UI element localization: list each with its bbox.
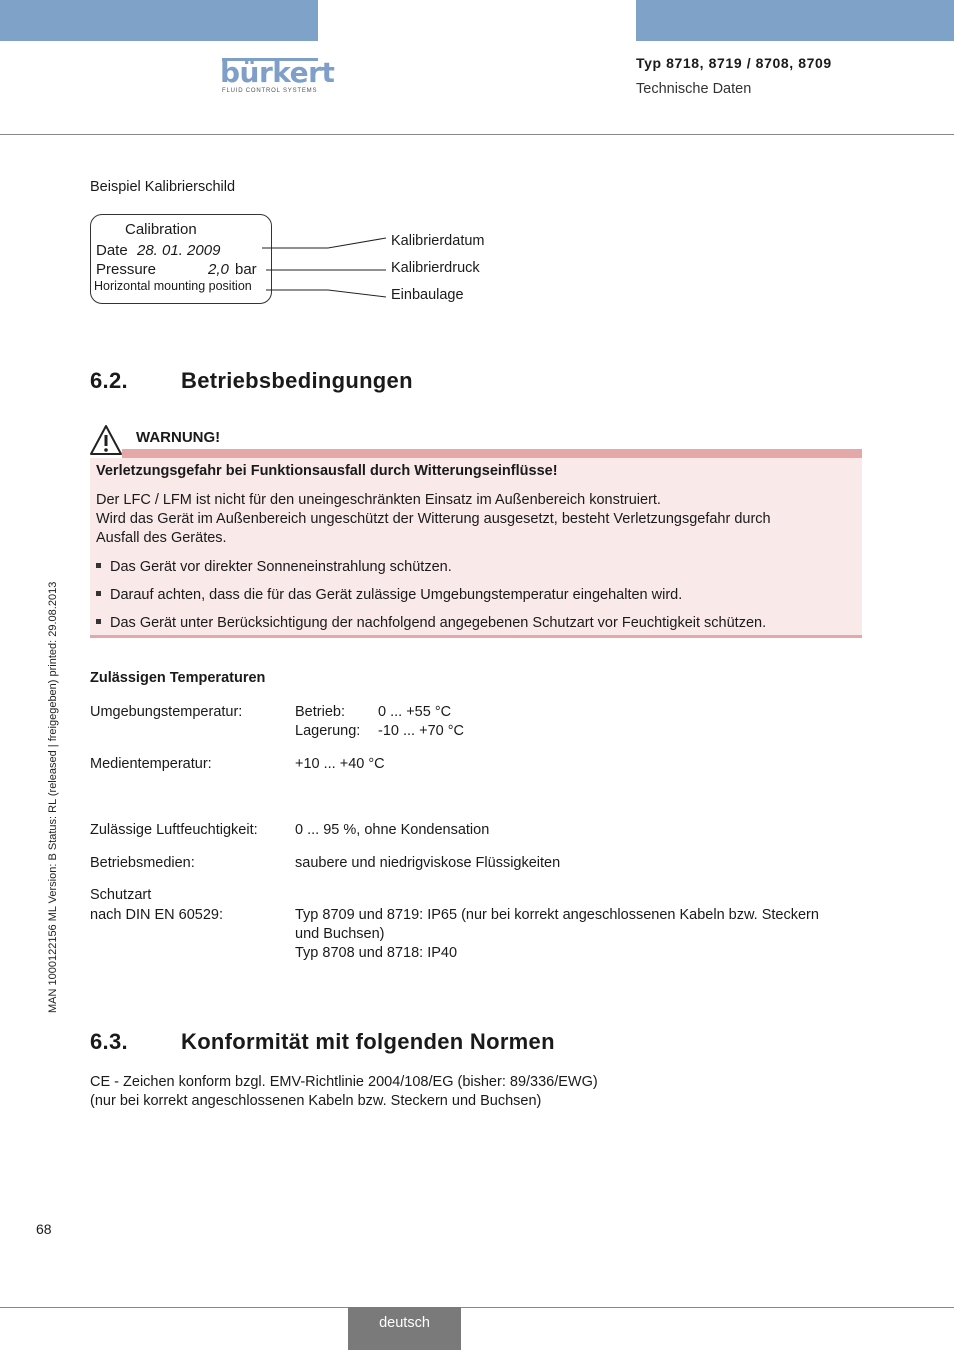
plate-pressure-value: 2,0: [208, 261, 229, 278]
media-temperature-value: +10 ... +40 °C: [295, 756, 385, 772]
warning-bullet-item: [96, 587, 682, 603]
operating-media-value: saubere und niedrigviskose Flüssigkeiten: [295, 855, 561, 871]
plate-pressure-label: Pressure: [96, 261, 157, 278]
label-calibration-date: Kalibrierdatum: [391, 233, 485, 249]
protection-value-line-3: Typ 8708 und 8718: IP40: [295, 945, 458, 961]
protection-value-line-2: und Buchsen): [295, 926, 385, 942]
warning-text-line-3: Ausfall des Gerätes.: [96, 530, 227, 546]
header-divider: [0, 134, 954, 135]
operation-value: 0 ... +55 °C: [378, 704, 452, 720]
logo-subtext: FLUID CONTROL SYSTEMS: [222, 88, 318, 94]
conformity-text-line-1: CE - Zeichen konform bzgl. EMV-Richtlinie 2004/108/EG (bisher: 89/336/EWG): [90, 1074, 598, 1090]
plate-date-label: Date: [96, 242, 128, 259]
plate-title: Calibration: [125, 221, 197, 238]
document-side-note: MAN 1000122156 ML Version: B Status: RL (released | freigegeben) printed: 29.08.2013: [47, 581, 59, 1013]
operation-label: Betrieb:: [295, 704, 345, 720]
chapter-subtitle: Technische Daten: [636, 81, 752, 97]
label-mounting-position: Einbaulage: [391, 287, 464, 303]
ambient-temperature-label: Umgebungstemperatur:: [90, 704, 243, 720]
header-band-right: [636, 0, 954, 41]
humidity-label: Zulässige Luftfeuchtigkeit:: [90, 822, 258, 838]
header-band-left: [0, 0, 318, 41]
logo-wordmark: bürkert: [220, 56, 335, 89]
document-type-title: Typ 8718, 8719 / 8708, 8709: [636, 55, 832, 71]
leader-line-date: [262, 238, 386, 248]
warning-bullet-item: [96, 615, 766, 631]
bullet-square-icon: [96, 619, 101, 624]
protection-label-line-1: Schutzart: [90, 887, 152, 903]
media-temperature-label: Medientemperatur:: [90, 756, 212, 772]
language-tab: deutsch: [348, 1307, 461, 1350]
calibration-plate: [90, 214, 272, 304]
calibration-caption: Beispiel Kalibrierschild: [90, 179, 236, 195]
warning-box: [90, 458, 862, 638]
warning-bullet-text: Das Gerät unter Berücksichtigung der nachfolgend angegebenen Schutzart vor Feuchtigkeit schützen.: [110, 615, 767, 631]
footer-divider: [0, 1307, 954, 1308]
section-title: Konformität mit folgenden Normen: [181, 1029, 555, 1054]
operating-media-label: Betriebsmedien:: [90, 855, 195, 871]
warning-bullet-text: Das Gerät vor direkter Sonneneinstrahlung schützen.: [110, 559, 452, 575]
storage-label: Lagerung:: [295, 723, 361, 739]
warning-triangle-icon: [89, 424, 123, 456]
bullet-square-icon: [96, 591, 101, 596]
storage-value: -10 ... +70 °C: [378, 723, 464, 739]
bullet-square-icon: [96, 563, 101, 568]
plate-mounting-position: Horizontal mounting position: [94, 279, 252, 293]
temperatures-heading: Zulässigen Temperaturen: [90, 670, 266, 686]
warning-bullet-item: [96, 559, 452, 575]
plate-date-value: 28. 01. 2009: [137, 242, 221, 259]
section-number: 6.3.: [90, 1029, 128, 1054]
label-calibration-pressure: Kalibrierdruck: [391, 260, 480, 276]
leader-line-mounting: [266, 290, 386, 297]
page-number: 68: [36, 1221, 52, 1237]
warning-bullet-text: Darauf achten, dass die für das Gerät zulässige Umgebungstemperatur eingehalten wird.: [110, 587, 683, 603]
warning-bar: [122, 449, 862, 458]
warning-text-line-2: Wird das Gerät im Außenbereich ungeschützt der Witterung ausgesetzt, besteht Verletzungsgefahr durch: [96, 511, 771, 527]
buerkert-logo: [220, 56, 335, 98]
warning-label: WARNUNG!: [136, 429, 221, 446]
warning-text-line-1: Der LFC / LFM ist nicht für den uneingeschränkten Einsatz im Außenbereich konstruiert.: [96, 492, 661, 508]
warning-heading: Verletzungsgefahr bei Funktionsausfall durch Witterungseinflüsse!: [96, 463, 558, 479]
humidity-value: 0 ... 95 %, ohne Kondensation: [295, 822, 490, 838]
protection-value-line-1: Typ 8709 und 8719: IP65 (nur bei korrekt angeschlossenen Kabeln bzw. Steckern: [295, 907, 819, 923]
section-title: Betriebsbedingungen: [181, 368, 413, 393]
section-number: 6.2.: [90, 368, 128, 393]
protection-label-line-2: nach DIN EN 60529:: [90, 907, 223, 923]
plate-pressure-unit: bar: [235, 261, 257, 278]
conformity-text-line-2: (nur bei korrekt angeschlossenen Kabeln bzw. Steckern und Buchsen): [90, 1093, 542, 1109]
